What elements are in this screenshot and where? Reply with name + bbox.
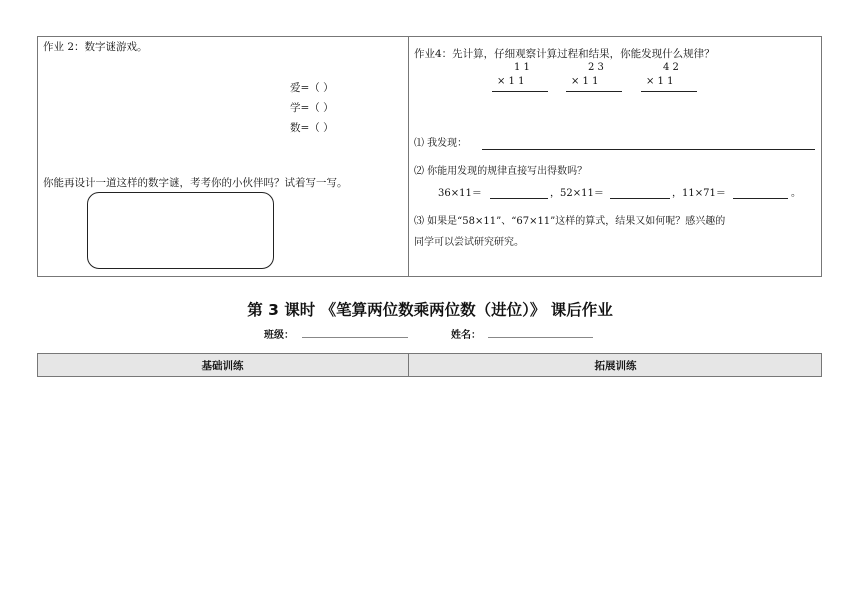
hw4-q1: ⑴ 我发现： bbox=[414, 138, 468, 149]
calc-3-bottom: × 1 1 bbox=[646, 76, 674, 87]
calc-2-line bbox=[566, 91, 622, 92]
class-label: 班级： bbox=[264, 330, 294, 341]
extended-training-heading: 拓展训练 bbox=[594, 360, 637, 372]
calc-1-bottom: × 1 1 bbox=[497, 76, 525, 87]
hw2-title: 作业 2：数字谜游戏。 bbox=[43, 41, 148, 53]
calc-2-top: 2 3 bbox=[588, 62, 604, 73]
calc-1-top: 1 1 bbox=[514, 62, 530, 73]
hw4-q3-line2: 同学可以尝试研究研究。 bbox=[414, 237, 524, 248]
q2-c-blank[interactable] bbox=[733, 198, 788, 199]
hw2-love: 爱=（ ） bbox=[290, 82, 334, 94]
hw4-title: 作业4：先计算，仔细观察计算过程和结果，你能发现什么规律？ bbox=[414, 48, 715, 60]
hw2-math: 数=（ ） bbox=[290, 122, 334, 134]
name-label: 姓名： bbox=[451, 330, 481, 341]
hw4-q2-b: ，52×11＝ bbox=[550, 188, 604, 199]
hw4-q2: ⑵ 你能用发现的规律直接写出得数吗？ bbox=[414, 166, 588, 177]
answer-box[interactable] bbox=[87, 192, 274, 269]
calc-2-bottom: × 1 1 bbox=[571, 76, 599, 87]
calc-1-line bbox=[492, 91, 548, 92]
calc-3-line bbox=[641, 91, 697, 92]
hw2-learn: 学=（ ） bbox=[290, 102, 334, 114]
calc-3-top: 4 2 bbox=[663, 62, 679, 73]
hw2-design-prompt: 你能再设计一道这样的数字谜，考考你的小伙伴吗？试着写一写。 bbox=[43, 177, 348, 189]
hw4-q2-a: 36×11＝ bbox=[438, 188, 482, 199]
hw4-q2-c: ，11×71＝ bbox=[672, 188, 726, 199]
hw4-q3-line1: ⑶ 如果是“58×11”、“67×11”这样的算式，结果又如何呢？感兴趣的 bbox=[414, 216, 726, 227]
basic-training-heading: 基础训练 bbox=[201, 360, 244, 372]
q2-a-blank[interactable] bbox=[490, 198, 548, 199]
q1-answer-line[interactable] bbox=[482, 149, 815, 150]
hw4-q2-end: 。 bbox=[791, 188, 801, 199]
name-field[interactable] bbox=[488, 337, 593, 338]
table-divider bbox=[408, 36, 409, 277]
class-field[interactable] bbox=[302, 337, 408, 338]
lesson-title: 第 3 课时 《笔算两位数乘两位数（进位）》 课后作业 bbox=[247, 301, 613, 319]
q2-b-blank[interactable] bbox=[610, 198, 670, 199]
